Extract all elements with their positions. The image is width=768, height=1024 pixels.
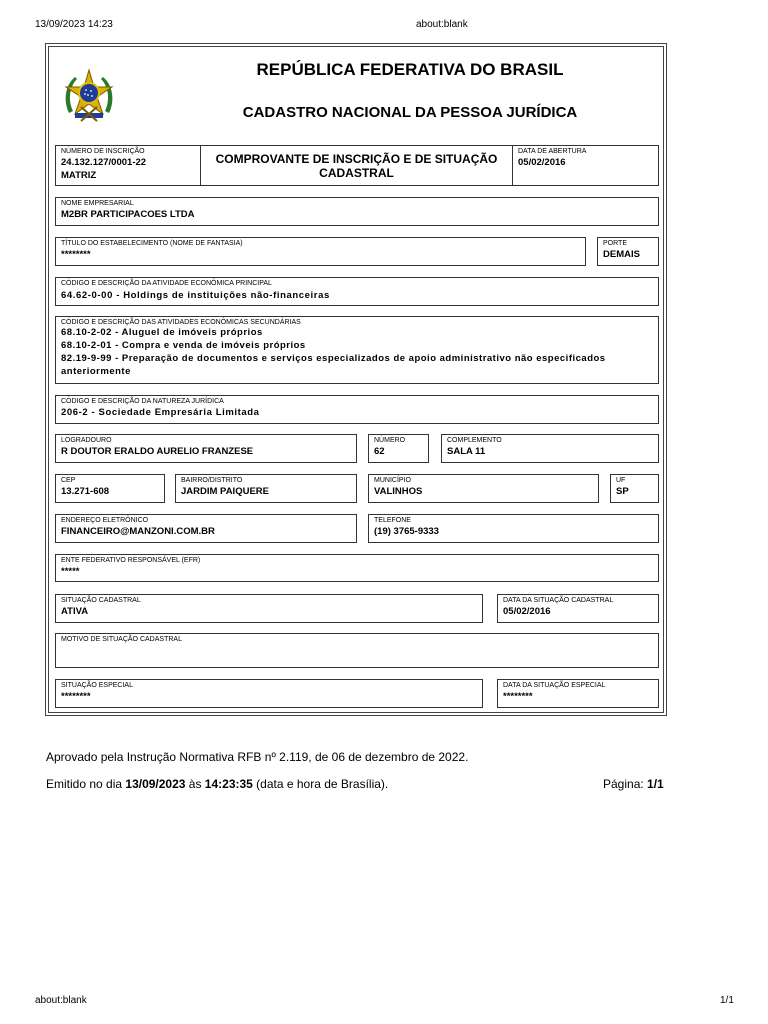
porte-value: DEMAIS — [603, 249, 640, 260]
cep-box — [55, 474, 165, 503]
emission-time: 14:23:35 — [204, 777, 253, 791]
numero-inscricao-box — [55, 145, 201, 186]
efr-label: ENTE FEDERATIVO RESPONSÁVEL (EFR) — [61, 557, 201, 564]
data-abertura-label: DATA DE ABERTURA — [518, 148, 587, 155]
print-footer-url: about:blank — [35, 995, 87, 1006]
situacao-especial-label: SITUAÇÃO ESPECIAL — [61, 682, 133, 689]
emission-suffix: (data e hora de Brasília). — [252, 777, 389, 791]
situacao-cadastral-value: ATIVA — [61, 606, 89, 617]
emission-mid: às — [185, 777, 205, 791]
uf-label: UF — [616, 477, 626, 484]
data-abertura-value: 05/02/2016 — [518, 157, 566, 168]
print-footer-page: 1/1 — [720, 995, 734, 1006]
natureza-juridica-value: 206-2 - Sociedade Empresária Limitada — [61, 407, 260, 418]
numero-value: 62 — [374, 446, 385, 457]
atividade-secundaria-item: 68.10-2-01 - Compra e venda de imóveis próprios — [61, 340, 306, 351]
municipio-label: MUNICÍPIO — [374, 477, 411, 484]
titulo-estabelecimento-value: ******** — [61, 249, 91, 260]
numero-label: NÚMERO — [374, 437, 406, 444]
email-label: ENDEREÇO ELETRÔNICO — [61, 517, 149, 524]
situacao-cadastral-label: SITUAÇÃO CADASTRAL — [61, 597, 141, 604]
complemento-label: COMPLEMENTO — [447, 437, 502, 444]
emission-prefix: Emitido no dia — [46, 777, 126, 791]
logradouro-box — [55, 434, 357, 463]
telefone-label: TELEFONE — [374, 517, 411, 524]
bairro-label: BAIRRO/DISTRITO — [181, 477, 243, 484]
atividade-secundaria-item: 82.19-9-99 - Preparação de documentos e serviços especializados de apoio administrativo não especificados — [61, 353, 606, 364]
uf-value: SP — [616, 486, 629, 497]
natureza-juridica-label: CÓDIGO E DESCRIÇÃO DA NATUREZA JURÍDICA — [61, 398, 224, 405]
nome-empresarial-label: NOME EMPRESARIAL — [61, 200, 134, 207]
emission-date: 13/09/2023 — [125, 777, 186, 791]
atividade-principal-box — [55, 277, 659, 306]
atividades-secundarias-label: CÓDIGO E DESCRIÇÃO DAS ATIVIDADES ECONÔMICAS SECUNDÁRIAS — [61, 319, 301, 326]
page-label: Página: — [603, 777, 648, 791]
atividade-secundaria-item: 68.10-2-02 - Aluguel de imóveis próprios — [61, 327, 263, 338]
numero-inscricao-label: NÚMERO DE INSCRIÇÃO — [61, 148, 145, 155]
print-header-url: about:blank — [416, 19, 468, 30]
email-box — [55, 514, 357, 543]
situacao-cadastral-box — [55, 594, 483, 623]
complemento-value: SALA 11 — [447, 446, 486, 457]
data-situacao-cadastral-value: 05/02/2016 — [503, 606, 551, 617]
matriz-value: MATRIZ — [61, 170, 97, 181]
logradouro-label: LOGRADOURO — [61, 437, 112, 444]
nome-empresarial-value: M2BR PARTICIPACOES LTDA — [61, 209, 195, 220]
complemento-box — [441, 434, 659, 463]
situacao-especial-box — [55, 679, 483, 708]
emission-note — [46, 777, 388, 791]
data-situacao-especial-box — [497, 679, 659, 708]
atividade-principal-label: CÓDIGO E DESCRIÇÃO DA ATIVIDADE ECONÔMICA PRINCIPAL — [61, 280, 272, 287]
uf-box — [610, 474, 659, 503]
efr-value: ***** — [61, 566, 80, 577]
data-situacao-cadastral-box — [497, 594, 659, 623]
motivo-situacao-label: MOTIVO DE SITUAÇÃO CADASTRAL — [61, 636, 182, 643]
municipio-value: VALINHOS — [374, 486, 423, 497]
print-header-date: 13/09/2023 14:23 — [35, 19, 113, 30]
numero-box — [368, 434, 429, 463]
page-indicator — [603, 777, 664, 791]
data-situacao-especial-label: DATA DA SITUAÇÃO ESPECIAL — [503, 682, 606, 689]
porte-box — [597, 237, 659, 266]
numero-inscricao-value: 24.132.127/0001-22 — [61, 157, 147, 168]
logradouro-value: R DOUTOR ERALDO AURELIO FRANZESE — [61, 446, 254, 457]
cep-label: CEP — [61, 477, 76, 484]
titulo-estabelecimento-label: TÍTULO DO ESTABELECIMENTO (NOME DE FANTASIA) — [61, 240, 243, 247]
telefone-value: (19) 3765-9333 — [374, 526, 439, 537]
municipio-box — [368, 474, 599, 503]
data-abertura-box — [512, 145, 659, 186]
bairro-value: JARDIM PAIQUERE — [181, 486, 269, 497]
data-situacao-cadastral-label: DATA DA SITUAÇÃO CADASTRAL — [503, 597, 614, 604]
comprovante-title-line1: COMPROVANTE DE INSCRIÇÃO E DE SITUAÇÃO — [215, 152, 498, 166]
document-subtitle: CADASTRO NACIONAL DA PESSOA JURÍDICA — [242, 104, 578, 121]
telefone-box — [368, 514, 659, 543]
document-title: REPÚBLICA FEDERATIVA DO BRASIL — [256, 60, 564, 79]
cep-value: 13.271-608 — [61, 486, 110, 497]
page-value: 1/1 — [647, 777, 664, 791]
titulo-estabelecimento-box — [55, 237, 586, 266]
data-situacao-especial-value: ******** — [503, 691, 533, 702]
comprovante-title-line2: CADASTRAL — [319, 166, 394, 180]
approval-note: Aprovado pela Instrução Normativa RFB nº 2.119, de 06 de dezembro de 2022. — [46, 750, 469, 764]
natureza-juridica-box — [55, 395, 659, 424]
efr-box — [55, 554, 659, 582]
email-value: FINANCEIRO@MANZONI.COM.BR — [61, 526, 215, 537]
porte-label: PORTE — [603, 240, 627, 247]
situacao-especial-value: ******** — [61, 691, 91, 702]
comprovante-box — [200, 145, 513, 186]
bairro-box — [175, 474, 357, 503]
atividade-principal-value: 64.62-0-00 - Holdings de instituições não-financeiras — [61, 290, 330, 301]
atividades-secundarias-box — [55, 316, 659, 384]
nome-empresarial-box — [55, 197, 659, 226]
motivo-situacao-box — [55, 633, 659, 668]
atividade-secundaria-item: anteriormente — [61, 366, 131, 377]
brazil-coat-of-arms-icon — [61, 67, 117, 123]
